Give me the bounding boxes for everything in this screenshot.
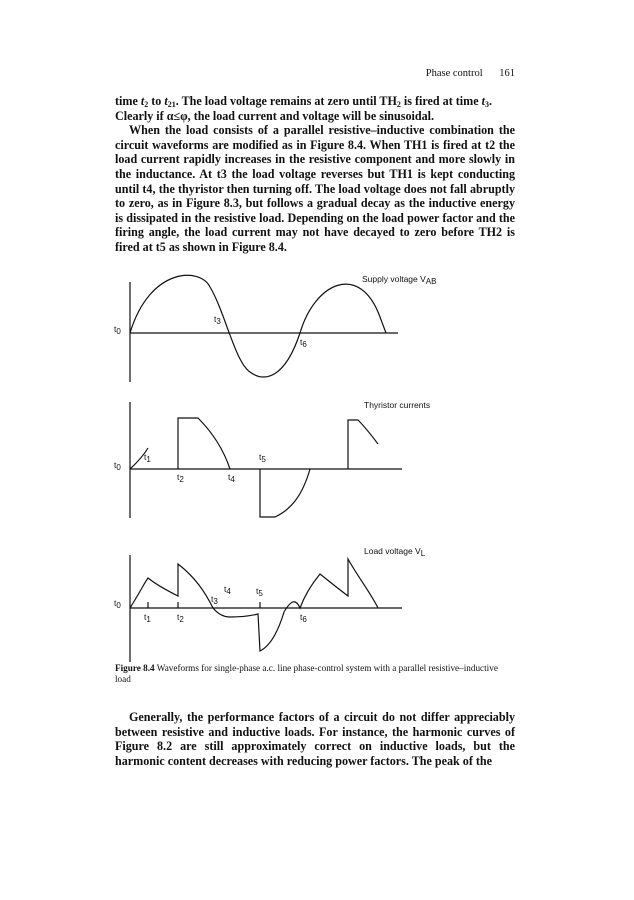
running-header	[115, 68, 515, 82]
label-t4-panel3: $t_4$	[224, 584, 231, 596]
page-number: 161	[499, 68, 515, 79]
label-t3-panel3: $t_3$	[211, 594, 218, 606]
paragraph-2: Generally, the performance factors of a circuit do not differ appreciably between resistive and inductive loads. For instance, the harmonic curves of Figure 8.2 are still approximately correct on inductive loads, but the harmonic content decreases with reducing power factors. The peak of the	[115, 710, 515, 768]
supply-voltage-curve	[130, 275, 386, 377]
paragraph-1-line-2: Clearly if α≤φ, the load current and voltage will be sinusoidal.	[115, 108, 435, 123]
figure-8-4	[100, 262, 520, 670]
paragraph-1	[115, 94, 515, 255]
label-t4-panel2: $t_4$	[228, 472, 235, 484]
label-t6-panel3: $t_6$	[300, 612, 307, 624]
waveform-diagram	[100, 262, 520, 670]
label-t5-panel3: $t_5$	[256, 586, 263, 598]
figure-caption-label: Figure 8.4	[115, 663, 155, 673]
panel2-title: Thyristor currents	[364, 400, 431, 410]
label-t3-panel1: $t_3$	[214, 314, 221, 326]
label-t0-panel3: $t_0$	[114, 598, 121, 610]
label-t2-panel2: $t_2$	[177, 472, 184, 484]
th1-current-pulse	[178, 418, 230, 469]
running-header-title: Phase control	[425, 68, 483, 79]
label-t5-panel2: $t_5$	[259, 452, 266, 464]
paragraph-1-body: When the load consists of a parallel resistive–inductive combination the circuit waveforms are modified as in Figure 8.4. When TH1 is fired at t2 the load current rapidly increases in the resistive component and more slowly in the inductance. At t3 the load voltage reverses but TH1 is kept conducting until t4, the thyristor then turning off. The load voltage does not fall abruptly to zero, as in Figure 8.3, but follows a gradual decay as the inductive energy is dissipated in the resistive load. Depending on the load power factor and the firing angle, the load current may not have decayed to zero before TH2 is fired at t5 as shown in Figure 8.4.	[115, 123, 515, 254]
load-voltage-curve	[130, 559, 378, 651]
paragraph-1-line-1: time $t_2$ to $t_{21}$. The load voltage remains at zero until $TH_2$ is fired at time $t_3$.	[115, 94, 493, 109]
figure-caption-text: Waveforms for single-phase a.c. line phase-control system with a parallel resistive–inductive load	[115, 663, 498, 684]
panel3-title: Load voltage $V_L$	[364, 546, 426, 558]
figure-caption	[115, 663, 515, 685]
label-t1-panel3: $t_1$	[144, 612, 151, 624]
label-t0-panel2: $t_0$	[114, 460, 121, 472]
label-t2-panel3: $t_2$	[177, 612, 184, 624]
label-t1-panel2: $t_1$	[144, 452, 151, 464]
th2-current-pulse	[260, 469, 310, 517]
panel1-title: Supply voltage $V_{AB}$	[362, 274, 437, 286]
th1-current-next	[348, 420, 378, 469]
label-t6-panel1: $t_6$	[300, 337, 307, 349]
label-t0-panel1: $t_0$	[114, 324, 121, 336]
